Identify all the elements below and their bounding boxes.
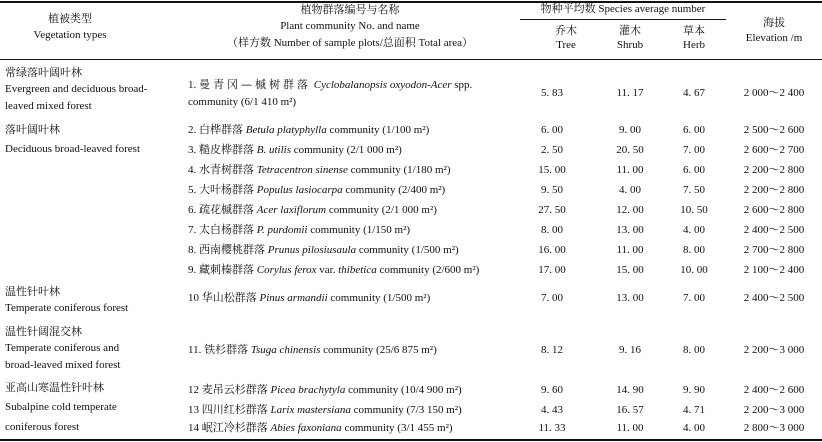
herb-value: 4. 67 bbox=[683, 87, 705, 99]
tree-value: 9. 60 bbox=[541, 384, 563, 396]
community-latin: Tetracentron sinense bbox=[256, 164, 348, 176]
community-name-cn: 华山松群落 bbox=[201, 291, 257, 304]
community-rest: community (2/1 000 m²) bbox=[290, 144, 402, 156]
tree-value: 16. 00 bbox=[538, 244, 566, 256]
community-latin: Picea brachytyla bbox=[270, 384, 346, 396]
bottom-rule bbox=[0, 439, 822, 441]
community-rest: community (2/1 000 m²) bbox=[326, 204, 437, 216]
community-cell bbox=[188, 180, 445, 200]
community-name-cn: 太白杨群落 bbox=[199, 223, 254, 236]
veg-group-en: Deciduous broad-leaved forest bbox=[5, 143, 141, 155]
elevation-value: 2 200～3 000 bbox=[743, 404, 805, 416]
community-name-cn: 铁杉群落 bbox=[204, 343, 249, 356]
header-comm-sample: （样方数 Number of sample plots/总面积 Total area） bbox=[226, 37, 474, 49]
row-number: 14 bbox=[188, 422, 199, 434]
tree-value: 11. 33 bbox=[538, 422, 566, 434]
table-row bbox=[0, 260, 822, 280]
row-number: 8. bbox=[188, 244, 197, 256]
table-row bbox=[0, 288, 822, 308]
herb-value: 9. 90 bbox=[683, 384, 705, 396]
herb-value: 6. 00 bbox=[683, 124, 705, 136]
row-number: 6. bbox=[188, 204, 197, 216]
elevation-value: 2 700～2 800 bbox=[743, 244, 805, 256]
shrub-value: 11. 00 bbox=[616, 164, 644, 176]
community-latin: Corylus ferox bbox=[256, 264, 317, 276]
community-name-cn: 岷江冷杉群落 bbox=[201, 421, 268, 434]
community-latin-var: thibetica bbox=[338, 264, 377, 276]
row-number: 13 bbox=[188, 404, 199, 416]
herb-value: 10. 50 bbox=[680, 204, 708, 216]
community-latin: B. utilis bbox=[256, 144, 291, 156]
shrub-value: 13. 00 bbox=[616, 292, 644, 304]
veg-group-cn: 落叶阔叶林 bbox=[5, 123, 60, 136]
community-cell bbox=[188, 288, 430, 308]
shrub-value: 11. 17 bbox=[616, 87, 644, 99]
row-number: 3. bbox=[188, 144, 197, 156]
header-tree-cn: 乔木 bbox=[555, 24, 577, 37]
community-cell bbox=[188, 220, 410, 240]
header-shrub-en: Shrub bbox=[616, 39, 644, 51]
herb-value: 7. 00 bbox=[683, 292, 705, 304]
community-name-cn: 西南樱桃群落 bbox=[199, 243, 265, 256]
row-number: 9. bbox=[188, 264, 197, 276]
header-shrub-cn: 灌木 bbox=[619, 24, 641, 37]
community-name-cn: 水青树群落 bbox=[199, 163, 254, 176]
row-number: 4. bbox=[188, 164, 197, 176]
community-rest: var. bbox=[316, 264, 339, 276]
community-name-cn: 大叶杨群落 bbox=[199, 183, 254, 196]
header-elev-en: Elevation /m bbox=[745, 32, 803, 44]
community-cell bbox=[188, 160, 451, 180]
table-row bbox=[0, 160, 822, 180]
community-rest: community (1/100 m²) bbox=[326, 124, 430, 136]
veg-group-en: leaved mixed forest bbox=[5, 100, 92, 112]
community-cell bbox=[188, 76, 472, 111]
tree-value: 17. 00 bbox=[538, 264, 566, 276]
herb-value: 8. 00 bbox=[683, 344, 705, 356]
community-cell bbox=[188, 140, 402, 160]
header-herb-cn: 草本 bbox=[683, 24, 705, 37]
veg-group-en: Temperate coniferous forest bbox=[5, 302, 129, 314]
elevation-value: 2 200～2 800 bbox=[743, 164, 805, 176]
row-number: 7. bbox=[188, 224, 197, 236]
community-rest: community (2/600 m²) bbox=[376, 264, 480, 276]
community-latin: Pinus armandii bbox=[259, 292, 328, 304]
tree-value: 8. 12 bbox=[541, 344, 563, 356]
community-latin: P. purdomii bbox=[256, 224, 308, 236]
tree-value: 27. 50 bbox=[538, 204, 566, 216]
tree-value: 7. 00 bbox=[541, 292, 563, 304]
community-rest: community (1/180 m²) bbox=[347, 164, 451, 176]
shrub-value: 11. 00 bbox=[616, 244, 644, 256]
veg-group-en: Subalpine cold temperate bbox=[5, 401, 117, 413]
herb-value: 4. 71 bbox=[683, 404, 705, 416]
shrub-value: 12. 00 bbox=[616, 204, 644, 216]
elevation-value: 2 400～2 500 bbox=[743, 224, 805, 236]
community-rest: community (25/6 875 m²) bbox=[320, 344, 437, 356]
shrub-value: 9. 16 bbox=[619, 344, 641, 356]
tree-value: 2. 50 bbox=[541, 144, 563, 156]
elevation-value: 2 200～2 800 bbox=[743, 184, 805, 196]
community-latin: Populus lasiocarpa bbox=[256, 184, 343, 196]
elevation-value: 2 400～2 600 bbox=[743, 384, 805, 396]
community-latin: Larix mastersiana bbox=[270, 404, 351, 416]
veg-group-en: coniferous forest bbox=[5, 421, 80, 433]
elevation-value: 2 400～2 500 bbox=[743, 292, 805, 304]
row-number: 2. bbox=[188, 124, 197, 136]
table-row bbox=[0, 180, 822, 200]
veg-group-en: Temperate coniferous and bbox=[5, 342, 120, 354]
elevation-value: 2 600～2 800 bbox=[743, 204, 805, 216]
veg-group-cn: 亚高山寒温性针叶林 bbox=[5, 381, 104, 394]
community-rest: community (7/3 150 m²) bbox=[350, 404, 462, 416]
table-row bbox=[0, 220, 822, 240]
header-herb-en: Herb bbox=[683, 39, 705, 51]
table-row bbox=[0, 418, 822, 438]
header-veg-en: Vegetation types bbox=[33, 29, 107, 41]
herb-value: 6. 00 bbox=[683, 164, 705, 176]
elevation-value: 2 100～2 400 bbox=[743, 264, 805, 276]
shrub-value: 16. 57 bbox=[616, 404, 644, 416]
tree-value: 15. 00 bbox=[538, 164, 566, 176]
elevation-value: 2 800～3 000 bbox=[743, 422, 805, 434]
header-tree-en: Tree bbox=[556, 39, 576, 51]
tree-value: 9. 50 bbox=[541, 184, 563, 196]
tree-value: 4. 43 bbox=[541, 404, 563, 416]
community-cell bbox=[188, 120, 429, 140]
veg-group-cn: 温性针叶林 bbox=[5, 285, 60, 298]
table-row bbox=[0, 140, 822, 160]
shrub-value: 15. 00 bbox=[616, 264, 644, 276]
community-name-cn: 糙皮桦群落 bbox=[199, 143, 254, 156]
tree-value: 6. 00 bbox=[541, 124, 563, 136]
community-name-cn: 藏刺榛群落 bbox=[199, 263, 254, 276]
community-rest: community (1/500 m²) bbox=[327, 292, 431, 304]
herb-value: 8. 00 bbox=[683, 244, 705, 256]
table-row bbox=[0, 400, 822, 420]
table-row bbox=[0, 340, 822, 360]
herb-value: 10. 00 bbox=[680, 264, 708, 276]
shrub-value: 9. 00 bbox=[619, 124, 641, 136]
shrub-value: 20. 50 bbox=[616, 144, 644, 156]
elevation-value: 2 000～2 400 bbox=[743, 87, 805, 99]
species-rule bbox=[520, 19, 726, 20]
herb-value: 7. 50 bbox=[683, 184, 705, 196]
row-number: 10 bbox=[188, 292, 199, 304]
community-cell bbox=[188, 380, 462, 400]
community-cell bbox=[188, 260, 479, 280]
tree-value: 5. 83 bbox=[541, 87, 563, 99]
community-rest: spp. bbox=[451, 79, 473, 91]
header-species: 物种平均数 Species average number bbox=[540, 3, 706, 15]
header-rule bbox=[0, 59, 822, 60]
community-name-cn: 四川红杉群落 bbox=[201, 403, 268, 416]
row-number: 1. bbox=[188, 79, 197, 91]
row-number: 12 bbox=[188, 384, 199, 396]
elevation-value: 2 600～2 700 bbox=[743, 144, 805, 156]
header-elev-cn: 海拔 bbox=[763, 16, 785, 29]
table-row bbox=[0, 380, 822, 400]
community-latin: Abies faxoniana bbox=[270, 422, 342, 434]
veg-group-en: Evergreen and deciduous broad- bbox=[5, 83, 148, 95]
table-row bbox=[0, 240, 822, 260]
shrub-value: 4. 00 bbox=[619, 184, 641, 196]
table-row bbox=[0, 76, 822, 110]
community-cell bbox=[188, 400, 462, 420]
community-cell bbox=[188, 340, 437, 360]
community-name-cn: 疏花槭群落 bbox=[199, 203, 254, 216]
community-latin: Acer laxiflorum bbox=[256, 204, 327, 216]
table-row bbox=[0, 120, 822, 140]
community-name-cn: 曼青冈—槭树群落 bbox=[199, 78, 311, 91]
community-rest: community (10/4 900 m²) bbox=[345, 384, 462, 396]
community-rest: community (2/400 m²) bbox=[342, 184, 446, 196]
shrub-value: 14. 90 bbox=[616, 384, 644, 396]
table-row bbox=[0, 200, 822, 220]
shrub-value: 13. 00 bbox=[616, 224, 644, 236]
veg-group-cn: 常绿落叶阔叶林 bbox=[5, 66, 82, 79]
community-line2: community (6/1 410 m²) bbox=[188, 96, 297, 108]
community-name-cn: 白桦群落 bbox=[199, 123, 243, 136]
header-comm-cn: 植物群落编号与名称 bbox=[300, 3, 400, 16]
row-number: 11. bbox=[188, 344, 202, 356]
herb-value: 4. 00 bbox=[683, 224, 705, 236]
community-rest: community (3/1 455 m²) bbox=[341, 422, 453, 434]
shrub-value: 11. 00 bbox=[616, 422, 644, 434]
row-number: 5. bbox=[188, 184, 197, 196]
community-latin: Tsuga chinensis bbox=[250, 344, 321, 356]
community-rest: community (1/150 m²) bbox=[307, 224, 411, 236]
elevation-value: 2 200～3 000 bbox=[743, 344, 805, 356]
community-cell bbox=[188, 200, 437, 220]
elevation-value: 2 500～2 600 bbox=[743, 124, 805, 136]
community-cell bbox=[188, 418, 453, 438]
tree-value: 8. 00 bbox=[541, 224, 563, 236]
header-veg-cn: 植被类型 bbox=[48, 12, 92, 25]
community-latin: Prunus pilosiusaula bbox=[267, 244, 357, 256]
community-name-cn: 麦吊云杉群落 bbox=[201, 383, 268, 396]
header-comm-en: Plant community No. and name bbox=[280, 20, 420, 32]
community-cell bbox=[188, 240, 459, 260]
herb-value: 4. 00 bbox=[683, 422, 705, 434]
veg-group-en: broad-leaved mixed forest bbox=[5, 359, 121, 371]
community-latin: Betula platyphylla bbox=[245, 124, 327, 136]
community-rest: community (1/500 m²) bbox=[356, 244, 459, 256]
community-latin: Cyclobalanopsis oxyodon-Acer bbox=[313, 79, 452, 91]
herb-value: 7. 00 bbox=[683, 144, 705, 156]
veg-group-cn: 温性针阔混交林 bbox=[5, 325, 82, 338]
